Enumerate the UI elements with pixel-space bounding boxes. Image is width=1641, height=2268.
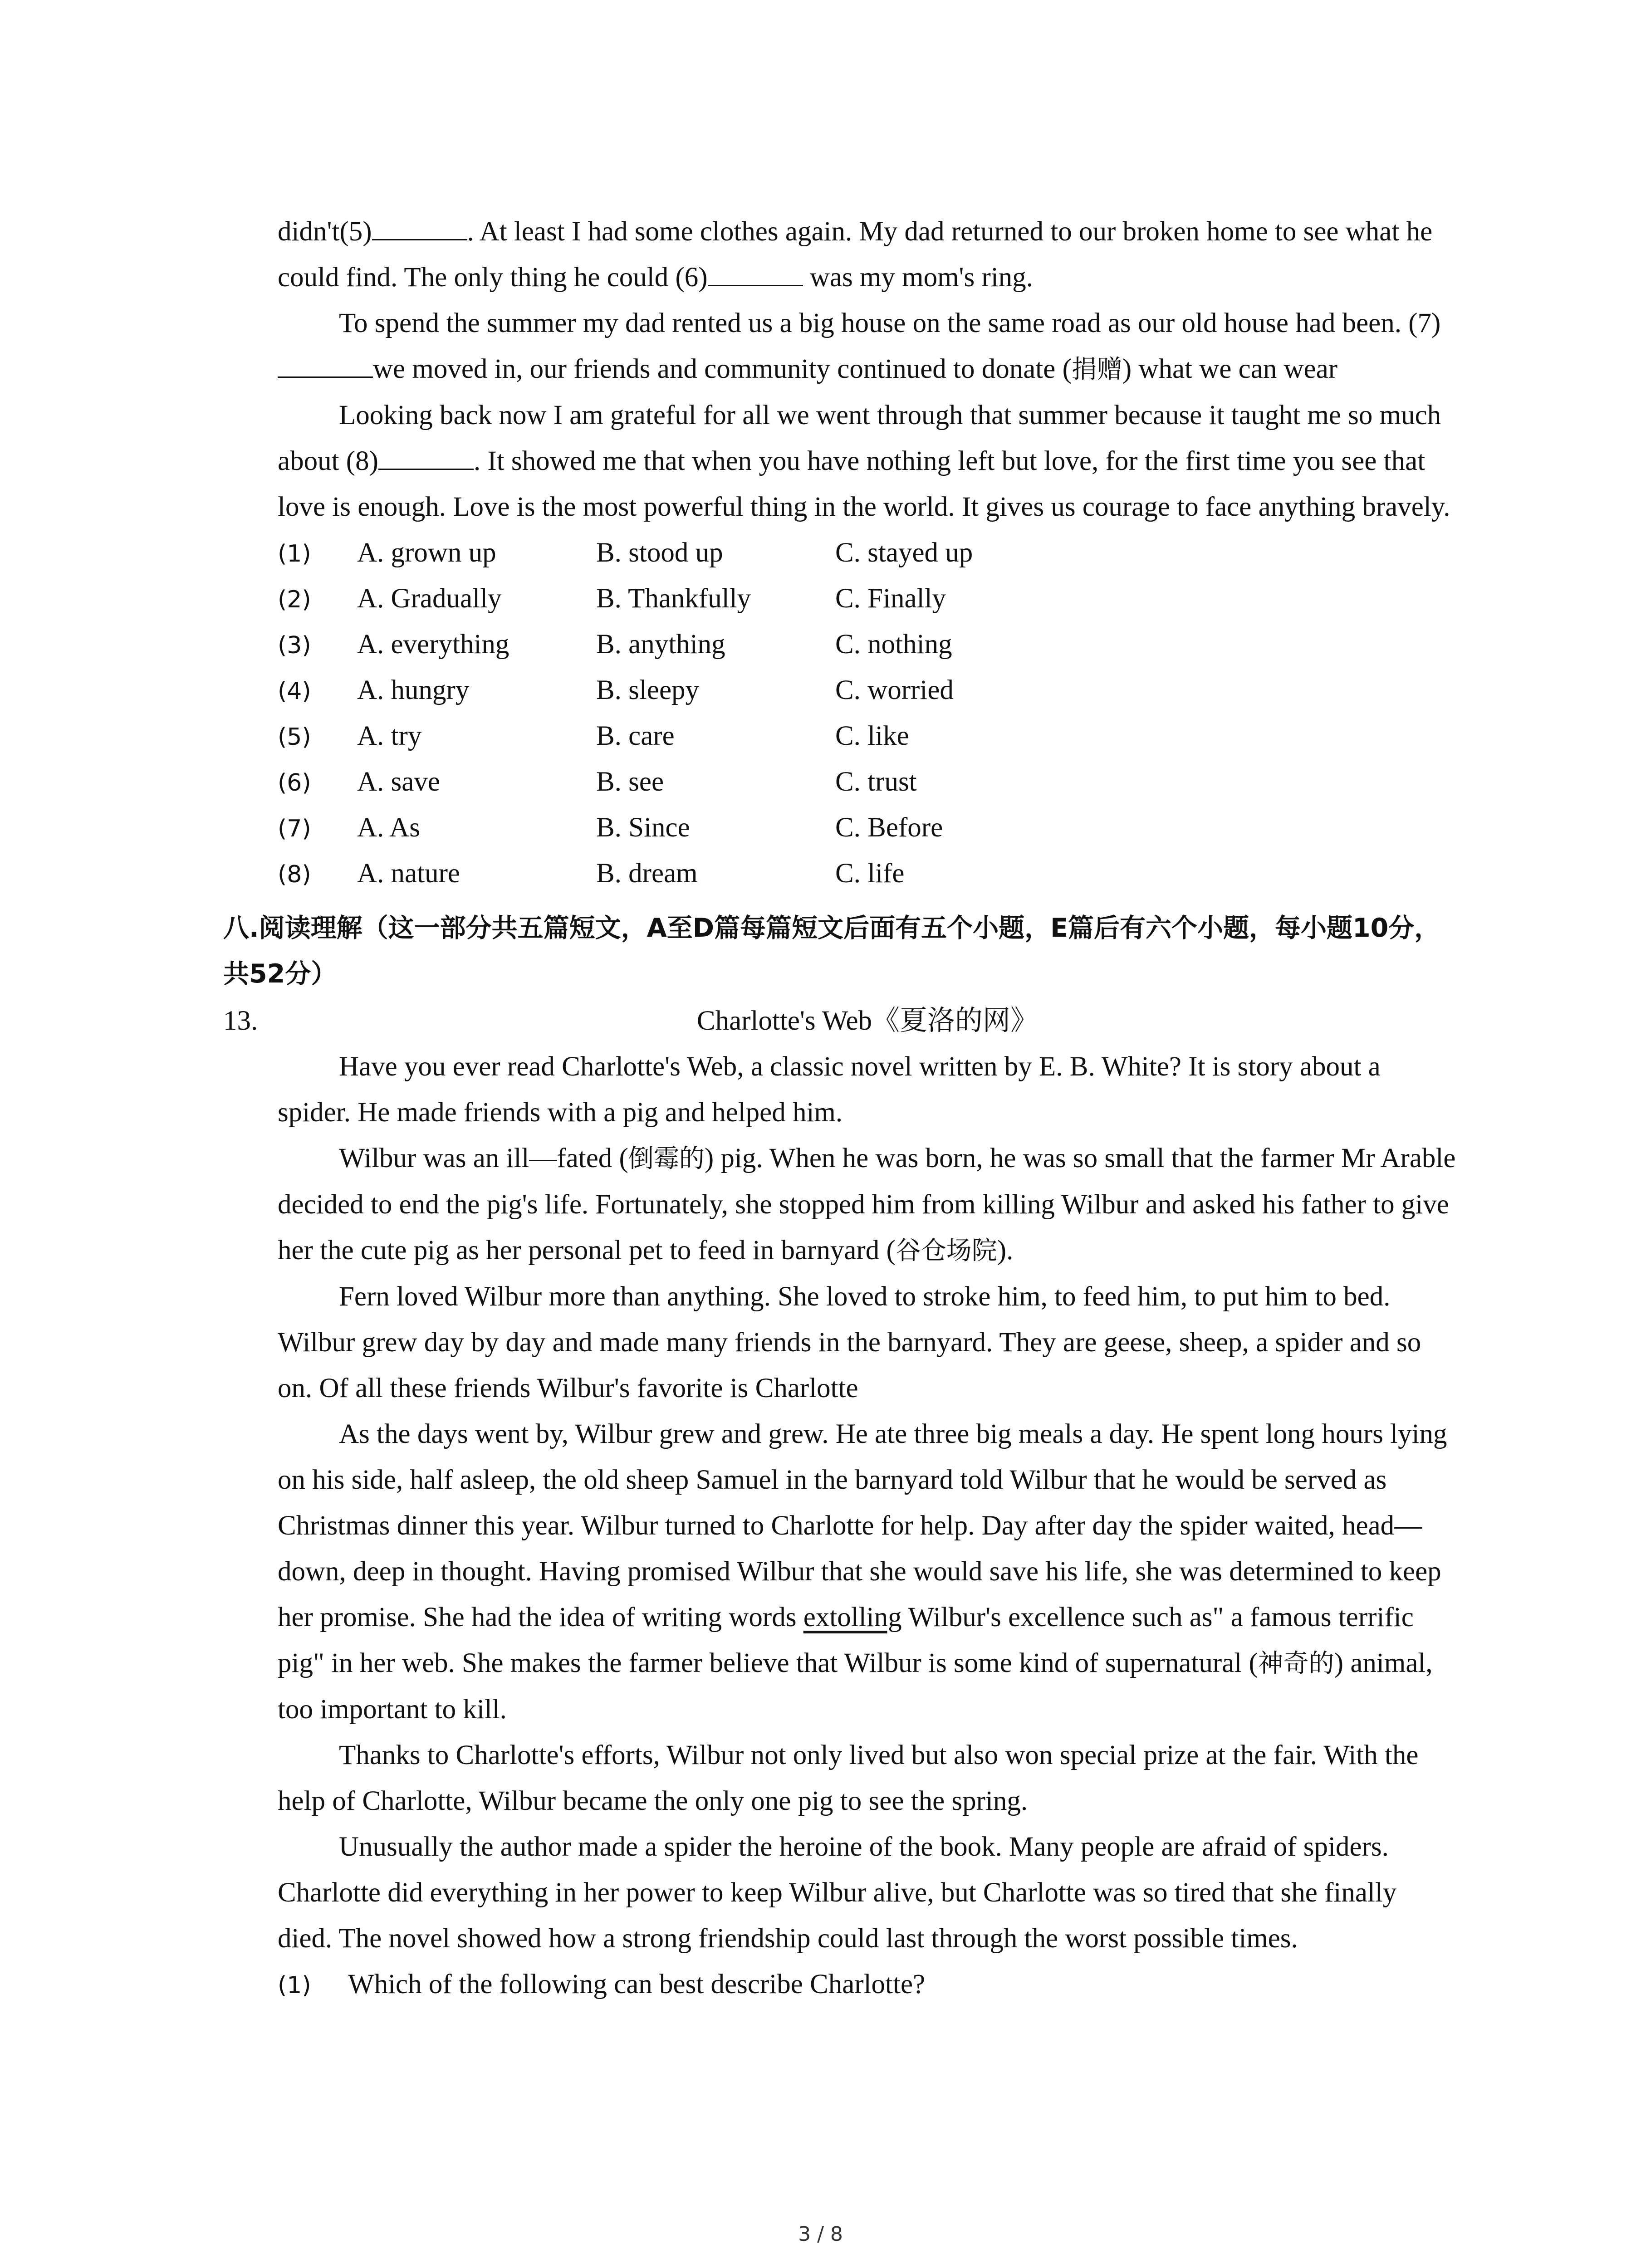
- option-a: A. nature: [357, 858, 460, 889]
- passage-paragraph: Thanks to Charlotte's efforts, Wilbur not only lived but also won special prize at the fair. With the help of Charlotte, Wilbur became the only one pig to see the spring.: [278, 1740, 1419, 1816]
- chinese-gloss: 捐赠: [1071, 355, 1122, 384]
- option-c: C. Finally: [835, 583, 946, 614]
- option-b: B. see: [596, 767, 664, 797]
- text: was my mom's ring.: [803, 262, 1034, 293]
- option-number: (3): [278, 632, 311, 659]
- option-c: C. stayed up: [835, 538, 973, 568]
- chinese-gloss: 神奇的: [1258, 1649, 1334, 1678]
- option-row: [278, 621, 1457, 667]
- option-a: A. Gradually: [357, 583, 502, 614]
- option-number: (6): [278, 769, 311, 797]
- text: As the days went by, Wilbur grew and grew. He ate three big meals a day. He spent long hours lying on his side, half asleep, the old sheep Samuel in the barnyard told Wilbur that he would be served as Christmas dinner this year. Wilbur turned to Charlotte for help. Day after day the spider waited, head—down, deep in thought. Having promised Wilbur that she would save his life, she was determined to keep her promise. She had the idea of writing words: [278, 1419, 1447, 1633]
- option-number: (1): [278, 540, 311, 567]
- text: . It showed me that when you have nothing left but love, for the first time you see that love is enough. Love is the most powerful thing in the world. It gives us courage to face anything bravely.: [278, 446, 1450, 522]
- option-b: B. dream: [596, 858, 698, 889]
- option-c: C. life: [835, 858, 905, 889]
- option-b: B. Thankfully: [596, 583, 751, 614]
- passage-title: Charlotte's Web《夏洛的网》: [696, 1006, 1038, 1036]
- text: To spend the summer my dad rented us a big house on the same road as our old house had been. (7): [339, 308, 1441, 338]
- question-title-row: [223, 998, 1457, 1044]
- option-number: (8): [278, 861, 311, 888]
- underlined-word: extolling: [803, 1602, 902, 1633]
- text: ).: [997, 1235, 1014, 1266]
- option-number: (4): [278, 678, 311, 705]
- text: Looking back now I am grateful for all we went through that summer because it taught me so much about (8): [278, 400, 1441, 476]
- option-number: (2): [278, 586, 311, 613]
- option-c: C. worried: [835, 675, 954, 705]
- passage-paragraph: Unusually the author made a spider the heroine of the book. Many people are afraid of spiders. Charlotte did everything in her power to keep Wilbur alive, but Charlotte was so tired that she finally died. The novel showed how a strong friendship could last through the worst possible times.: [278, 1832, 1397, 1954]
- sub-question-number: (1): [278, 1972, 311, 1999]
- page-number: 3 / 8: [798, 2223, 843, 2246]
- option-row: [278, 530, 1457, 576]
- option-b: B. stood up: [596, 538, 723, 568]
- option-row: [278, 850, 1457, 896]
- option-row: [278, 713, 1457, 759]
- passage-paragraph: Have you ever read Charlotte's Web, a classic novel written by E. B. White? It is story about a spider. He made friends with a pig and helped him.: [278, 1051, 1381, 1128]
- option-a: A. save: [357, 767, 440, 797]
- passage-paragraph: [278, 1411, 1457, 1732]
- option-c: C. nothing: [835, 629, 952, 660]
- text: ) what we can wear: [1122, 354, 1338, 384]
- option-row: [278, 759, 1457, 805]
- question-number: 13.: [223, 1006, 258, 1036]
- passage-paragraph: [278, 300, 1457, 392]
- text: Wilbur's excellence such as" a famous terrific pig" in her web. She makes the farmer believe that Wilbur is some kind of supernatural (: [278, 1602, 1414, 1678]
- sub-question-text: Which of the following can best describe Charlotte?: [348, 1969, 926, 1999]
- text: Wilbur was an ill—fated (: [339, 1143, 628, 1173]
- option-c: C. trust: [835, 767, 917, 797]
- page-content: [223, 209, 1457, 2009]
- option-number: (5): [278, 723, 311, 751]
- option-a: A. grown up: [357, 538, 496, 568]
- option-row: [278, 576, 1457, 621]
- text: ) pig. When he was born, he was so small that the farmer Mr Arable decided to end the pig's life. Fortunately, she stopped him from killing Wilbur and asked his father to give her the cute pig as her personal pet to feed in barnyard (: [278, 1143, 1456, 1266]
- passage-paragraph: [278, 209, 1457, 300]
- passage-paragraph: Fern loved Wilbur more than anything. She loved to stroke him, to feed him, to put him to bed. Wilbur grew day by day and made many friends in the barnyard. They are geese, sheep, a spider and so on. Of all these friends Wilbur's favorite is Charlotte: [278, 1281, 1421, 1403]
- options-list: [278, 530, 1457, 896]
- option-a: A. try: [357, 721, 422, 751]
- chinese-gloss: 倒霉的: [628, 1144, 705, 1173]
- chinese-gloss: 谷仓场院: [895, 1236, 997, 1266]
- passage-paragraph: [278, 1135, 1457, 1274]
- option-a: A. As: [357, 812, 420, 843]
- option-row: [278, 805, 1457, 850]
- text: didn't(5): [278, 216, 372, 247]
- answer-blank: [708, 259, 803, 286]
- option-a: A. everything: [357, 629, 509, 660]
- passage-paragraph: [278, 392, 1457, 530]
- option-b: B. anything: [596, 629, 725, 660]
- answer-blank: [372, 213, 467, 240]
- text: ) animal, too important to kill.: [278, 1648, 1433, 1725]
- sub-question: [278, 1961, 1457, 2009]
- answer-blank: [378, 442, 474, 470]
- option-c: C. Before: [835, 812, 943, 843]
- option-row: [278, 667, 1457, 713]
- text: . At least I had some clothes again. My dad returned to our broken home to see what he could find. The only thing he could (6): [278, 216, 1433, 293]
- option-b: B. sleepy: [596, 675, 700, 705]
- option-number: (7): [278, 815, 311, 842]
- option-b: B. care: [596, 721, 675, 751]
- option-a: A. hungry: [357, 675, 470, 705]
- section-title: 八.阅读理解（这一部分共五篇短文，A至D篇每篇短文后面有五个小题，E篇后有六个小题，每小题10分，共52分）: [223, 913, 1440, 989]
- option-c: C. like: [835, 721, 909, 751]
- option-b: B. Since: [596, 812, 690, 843]
- answer-blank: [278, 350, 373, 378]
- text: we moved in, our friends and community continued to donate (: [373, 354, 1072, 384]
